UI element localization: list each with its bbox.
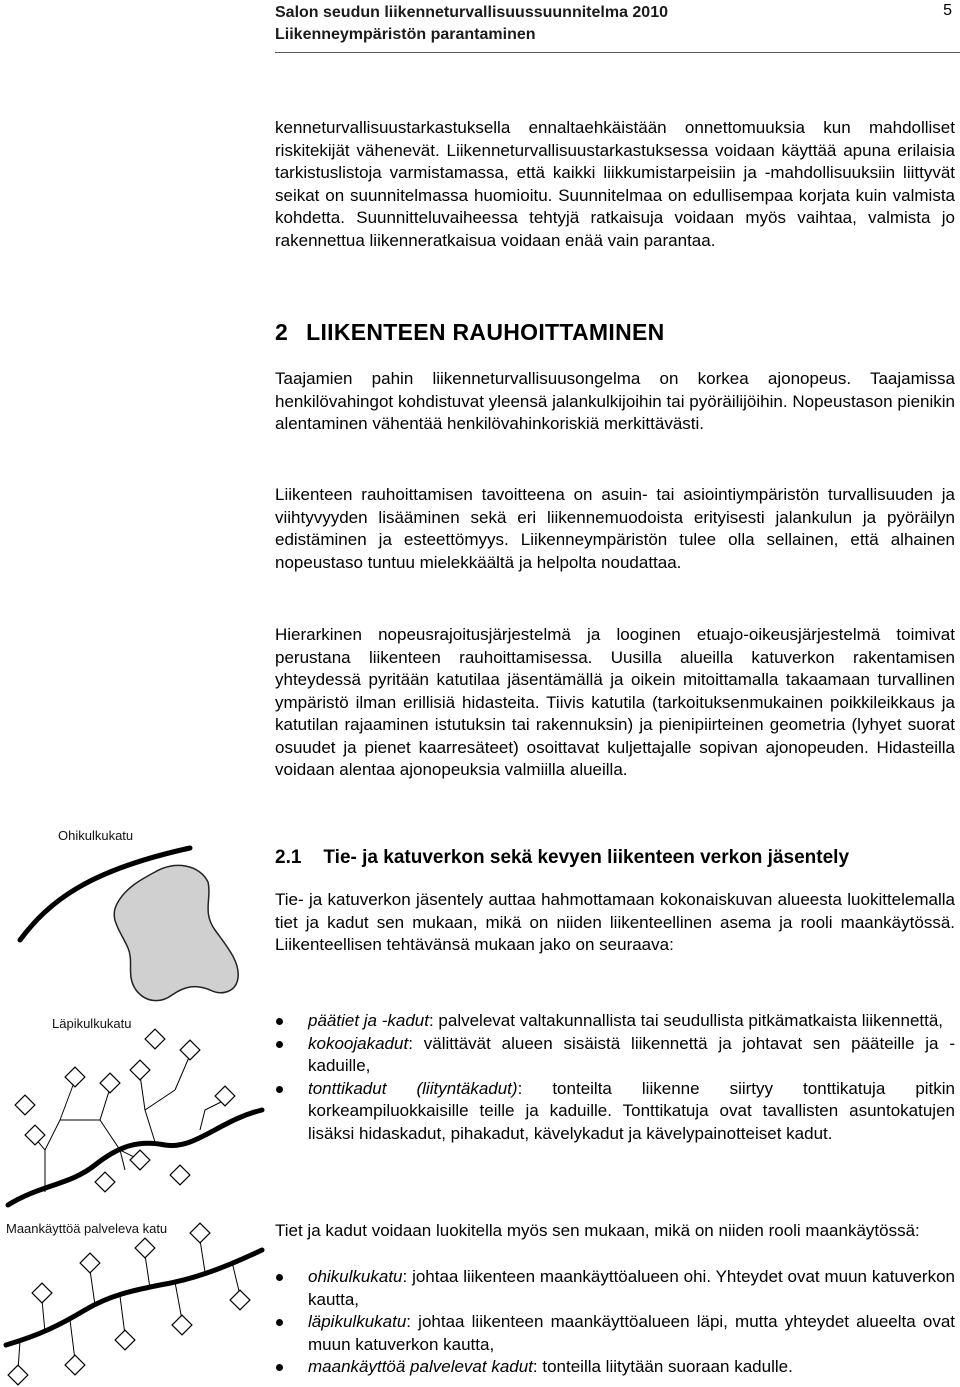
road-hierarchy-list-block	[275, 1010, 955, 1145]
list-term: kokoojakadut	[308, 1033, 409, 1053]
header-title: Salon seudun liikenneturvallisuussuunnitelma 2010	[275, 4, 668, 21]
section-2-number: 2	[275, 319, 289, 345]
section-2-paragraph-3: Hierarkinen nopeusrajoitusjärjestelmä ja looginen etuajo-oikeusjärjestelmä toimivat perustana liikenteen rauhoittamisessa. Uusilla alueilla katuverkon rakentamisen yhteydessä pyritään katutilaa jäsentämällä ja oikein mitoittamalla takaamaan turvallinen ympäristö ilman erillisiä hidasteita. Tiivis katutila (tarkoituksenmukainen poikkileikkaus ja katutilan rajaaminen istutuksin tai rakennuksin) ja pienipiirteinen geometria (lyhyet suorat osuudet ja pienet kaarresäteet) osoittavat kuljettajalle sopivan ajonopeuden. Hidasteilla voidaan alentaa ajonopeuksia valmiilla alueilla.	[275, 625, 955, 779]
page-number: 5	[943, 2, 952, 19]
list-term: maankäyttöä palvelevat kadut	[308, 1357, 533, 1376]
list-text: : tonteilta liikenne siirtyy tonttikatuja pitkin korkeampiluokkaisille teille ja kaduille. Tonttikatuja ovat tavallisten asuntokatujen lisäksi hidaskadut, pihakadut, kävelykadut ja kävelypainotteiset kadut.	[308, 1078, 956, 1143]
list-text: : välittävät alueen sisäistä liikennettä ja johtavat sen pääteille ja -kaduille,	[308, 1033, 955, 1075]
section-2-1-p2-block	[275, 1220, 955, 1243]
section-2-p3-block	[275, 624, 955, 782]
section-2-p1-block	[275, 368, 955, 436]
header-rule	[275, 52, 960, 53]
list-term: päätiet ja -kadut	[308, 1011, 429, 1030]
section-2-1-title: Tie- ja katuverkon sekä kevyen liikenteen verkon jäsentely	[323, 847, 850, 868]
list-item	[275, 1356, 955, 1379]
list-item	[275, 1010, 955, 1033]
header-subtitle: Liikenneympäristön parantaminen	[275, 26, 536, 43]
section-2-heading	[275, 319, 665, 346]
caption-lapikulkukatu: Läpikulkukatu	[52, 1016, 132, 1031]
road-hierarchy-list	[275, 1010, 955, 1145]
land-use-list-block	[275, 1266, 955, 1379]
land-use-list	[275, 1266, 955, 1379]
intro-paragraph: kenneturvallisuustarkastuksella ennaltaehkäistään onnettomuuksia kun mahdolliset riskitekijät vähenevät. Liikenneturvallisuustarkastuksessa voidaan käyttää apuna erilaisia tarkistuslistoja varmistamassa, että kaikki liikkumistarpeisiin ja -mahdollisuuksiin liittyvät seikat on suunnitelmassa huomioitu. Suunnitelmaa on edullisempaa korjata kuin valmista kohdetta. Suunnitteluvaiheessa tehtyjä ratkaisuja voidaan myös vaihtaa, valmista jo rakennettua liikenneratkaisua voidaan enää vain parantaa.	[275, 118, 955, 250]
through-road	[8, 990, 262, 1045]
land-use-area	[114, 865, 238, 1000]
list-term: ohikulkukatu	[308, 1267, 403, 1286]
list-text: : johtaa liikenteen maankäyttöalueen läpi, mutta yhteydet alueelta ovat muun katuverkon kautta,	[308, 1312, 955, 1354]
street-types-figure	[0, 820, 265, 1387]
section-2-p2-block	[275, 484, 955, 574]
section-2-1-heading	[275, 847, 849, 869]
list-item	[275, 1078, 955, 1146]
page-header	[275, 2, 960, 46]
list-term: läpikulkukatu	[308, 1312, 407, 1331]
section-2-1-paragraph-2: Tiet ja kadut voidaan luokitella myös sen mukaan, mikä on niiden rooli maankäytössä:	[275, 1221, 920, 1240]
list-text: : palvelevat valtakunnallista tai seudullista pitkämatkaista liikennettä,	[428, 1011, 944, 1030]
section-2-paragraph-1: Taajamien pahin liikenneturvallisuusongelma on korkea ajonopeus. Taajamissa henkilövahingot kohdistuvat yleensä jalankulkijoihin tai pyöräilijöihin. Nopeustason pienikin alentaminen vähentää henkilövahinkoriskiä merkittävästi.	[275, 369, 955, 433]
street-types-diagram	[0, 820, 265, 1387]
section-2-1-paragraph: Tie- ja katuverkon jäsentely auttaa hahmottamaan kokonaiskuvan alueesta luokittelemalla tiet ja kadut sen mukaan, mikä on niiden liikenteellinen asema ja rooli maankäytössä. Liikenteellisen tehtävänsä mukaan jako on seuraava:	[275, 890, 955, 954]
caption-ohikulkukatu: Ohikulkukatu	[58, 828, 134, 843]
bypass-diagram	[20, 848, 238, 1001]
list-item	[275, 1311, 955, 1356]
land-use-street-diagram	[6, 1223, 262, 1385]
list-term: tonttikadut (liityntäkadut)	[308, 1078, 518, 1098]
section-2-1-p1-block	[275, 889, 955, 957]
section-2-paragraph-2: Liikenteen rauhoittamisen tavoitteena on asuin- tai asiointiympäristön turvallisuuden ja viihtyvyyden lisääminen sekä eri liikennemuodoista erityisesti jalankulun ja pyöräilyn edistäminen ja esteettömyys. Liikenneympäristön tulee olla sellainen, että alhainen nopeustaso tuntuu mielekkäältä ja helpolta noudattaa.	[275, 485, 955, 572]
intro-block	[275, 117, 955, 252]
list-item	[275, 1266, 955, 1311]
section-2-1-number: 2.1	[275, 847, 302, 868]
section-2-title: LIIKENTEEN RAUHOITTAMINEN	[306, 319, 665, 345]
list-text: : johtaa liikenteen maankäyttöalueen ohi. Yhteydet ovat muun katuverkon kautta,	[308, 1267, 955, 1309]
list-text: : tonteilla liitytään suoraan kadulle.	[532, 1357, 793, 1376]
caption-maankayttoa-palveleva-katu: Maankäyttöä palveleva katu	[6, 1221, 168, 1236]
through-street-diagram	[8, 990, 262, 1205]
list-item	[275, 1033, 955, 1078]
